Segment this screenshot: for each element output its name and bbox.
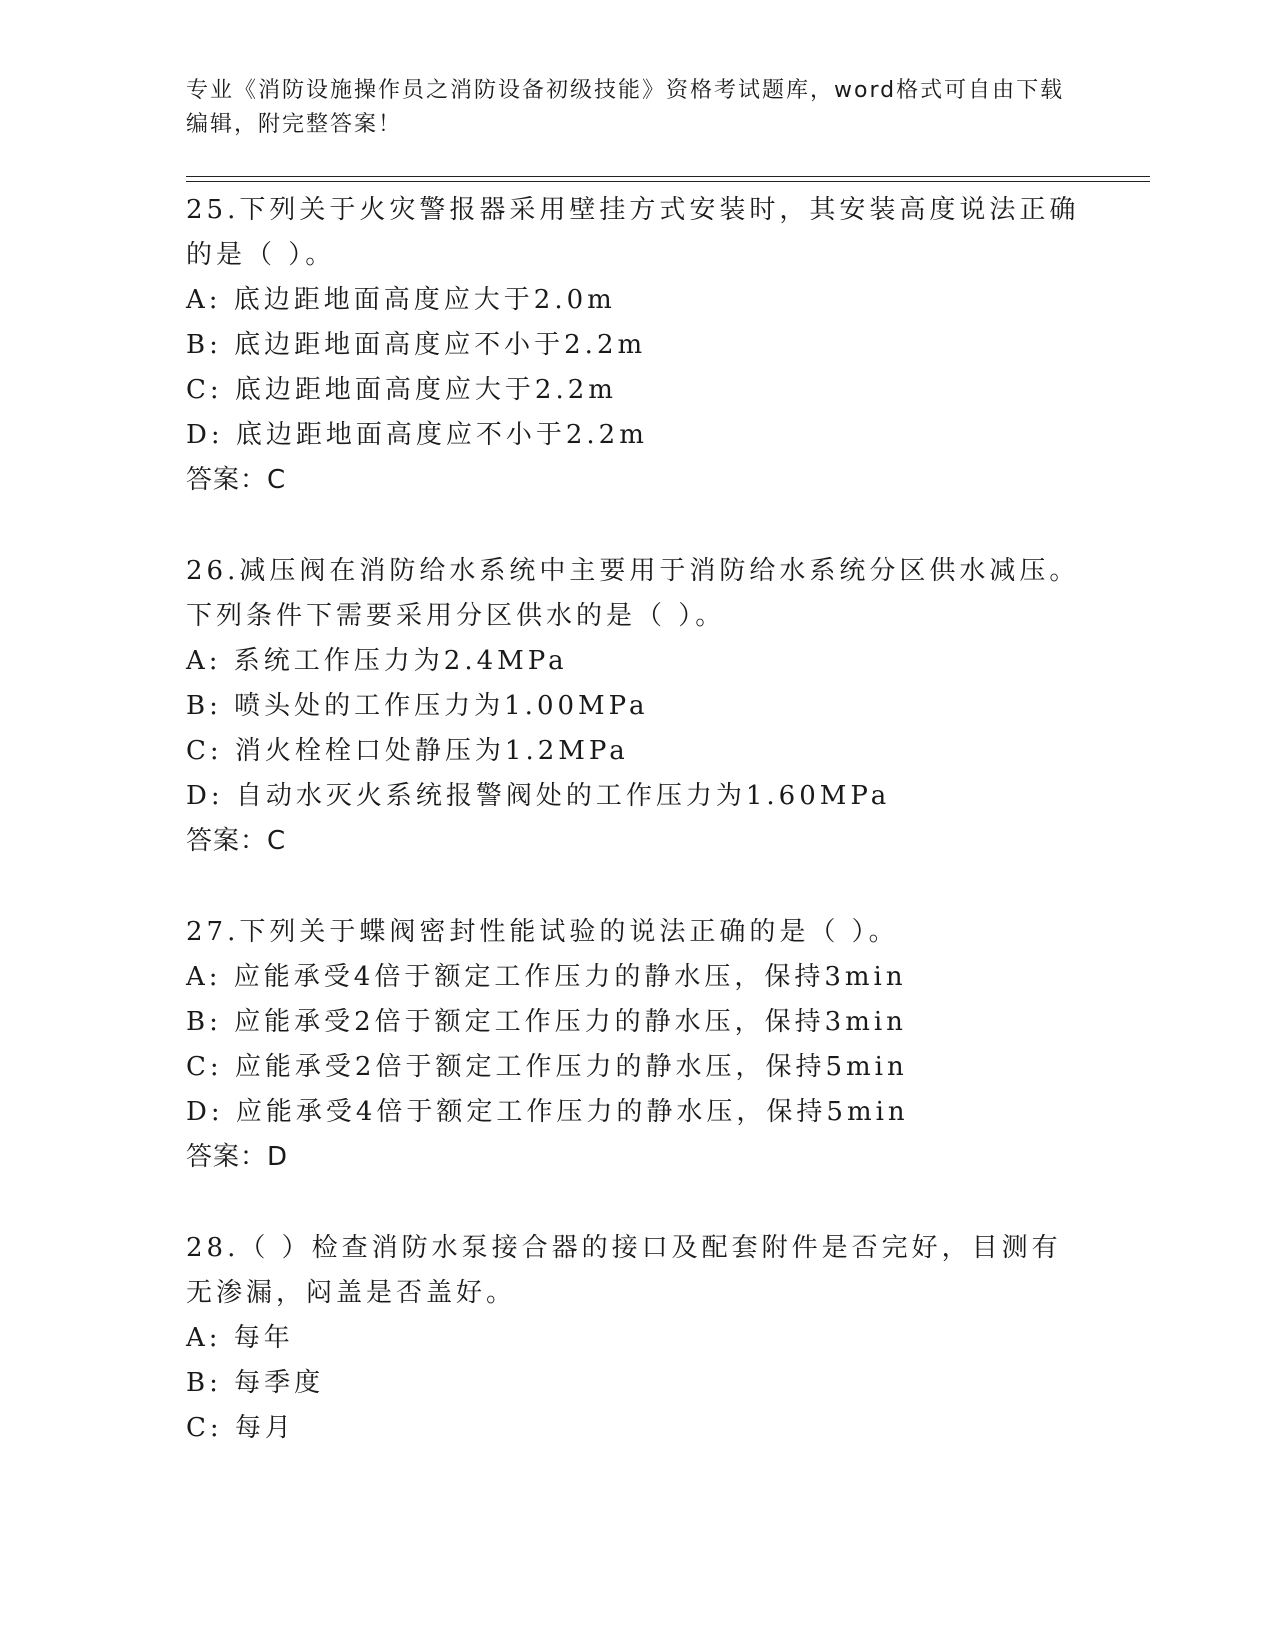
answer-label: 答案：D: [186, 1142, 289, 1172]
option-a: A: 底边距地面高度应大于2.0m: [186, 285, 616, 315]
option-a: A: 系统工作压力为2.4MPa: [186, 646, 568, 676]
question-25: [186, 188, 1086, 503]
option-c: C: 底边距地面高度应大于2.2m: [186, 375, 617, 405]
question-26: [186, 549, 1086, 864]
answer-label: 答案：C: [186, 826, 287, 856]
option-d: D: 自动水灭火系统报警阀处的工作压力为1.60MPa: [186, 781, 891, 811]
option-b: B: 应能承受2倍于额定工作压力的静水压，保持3min: [186, 1007, 907, 1037]
question-stem: 28.（ ）检查消防水泵接合器的接口及配套附件是否完好，目测有无渗漏，闷盖是否盖好。: [186, 1233, 1062, 1308]
question-spacer: [186, 864, 1086, 910]
question-stem: 27.下列关于蝶阀密封性能试验的说法正确的是（ ）。: [186, 917, 899, 947]
question-list: [186, 188, 1086, 1451]
question-stem: 25.下列关于火灾警报器采用壁挂方式安装时，其安装高度说法正确的是（ ）。: [186, 195, 1080, 270]
option-d: D: 底边距地面高度应不小于2.2m: [186, 420, 648, 450]
option-c: C: 每月: [186, 1413, 295, 1443]
question-spacer: [186, 1180, 1086, 1226]
answer-label: 答案：C: [186, 465, 287, 495]
question-spacer: [186, 503, 1086, 549]
option-b: B: 底边距地面高度应不小于2.2m: [186, 330, 647, 360]
option-a: A: 每年: [186, 1323, 294, 1353]
option-c: C: 应能承受2倍于额定工作压力的静水压，保持5min: [186, 1052, 908, 1082]
option-a: A: 应能承受4倍于额定工作压力的静水压，保持3min: [186, 962, 907, 992]
header-divider-bottom: [186, 181, 1150, 182]
option-d: D: 应能承受4倍于额定工作压力的静水压，保持5min: [186, 1097, 909, 1127]
option-b: B: 喷头处的工作压力为1.00MPa: [186, 691, 649, 721]
document-header: 专业《消防设施操作员之消防设备初级技能》资格考试题库，word格式可自由下载编辑，附完整答案！: [186, 78, 1065, 137]
option-b: B: 每季度: [186, 1368, 325, 1398]
header-divider-top: [186, 176, 1150, 177]
question-27: [186, 910, 1086, 1180]
option-c: C: 消火栓栓口处静压为1.2MPa: [186, 736, 629, 766]
question-stem: 26.减压阀在消防给水系统中主要用于消防给水系统分区供水减压。下列条件下需要采用分区供水的是（ ）。: [186, 556, 1080, 631]
question-28: [186, 1226, 1086, 1451]
